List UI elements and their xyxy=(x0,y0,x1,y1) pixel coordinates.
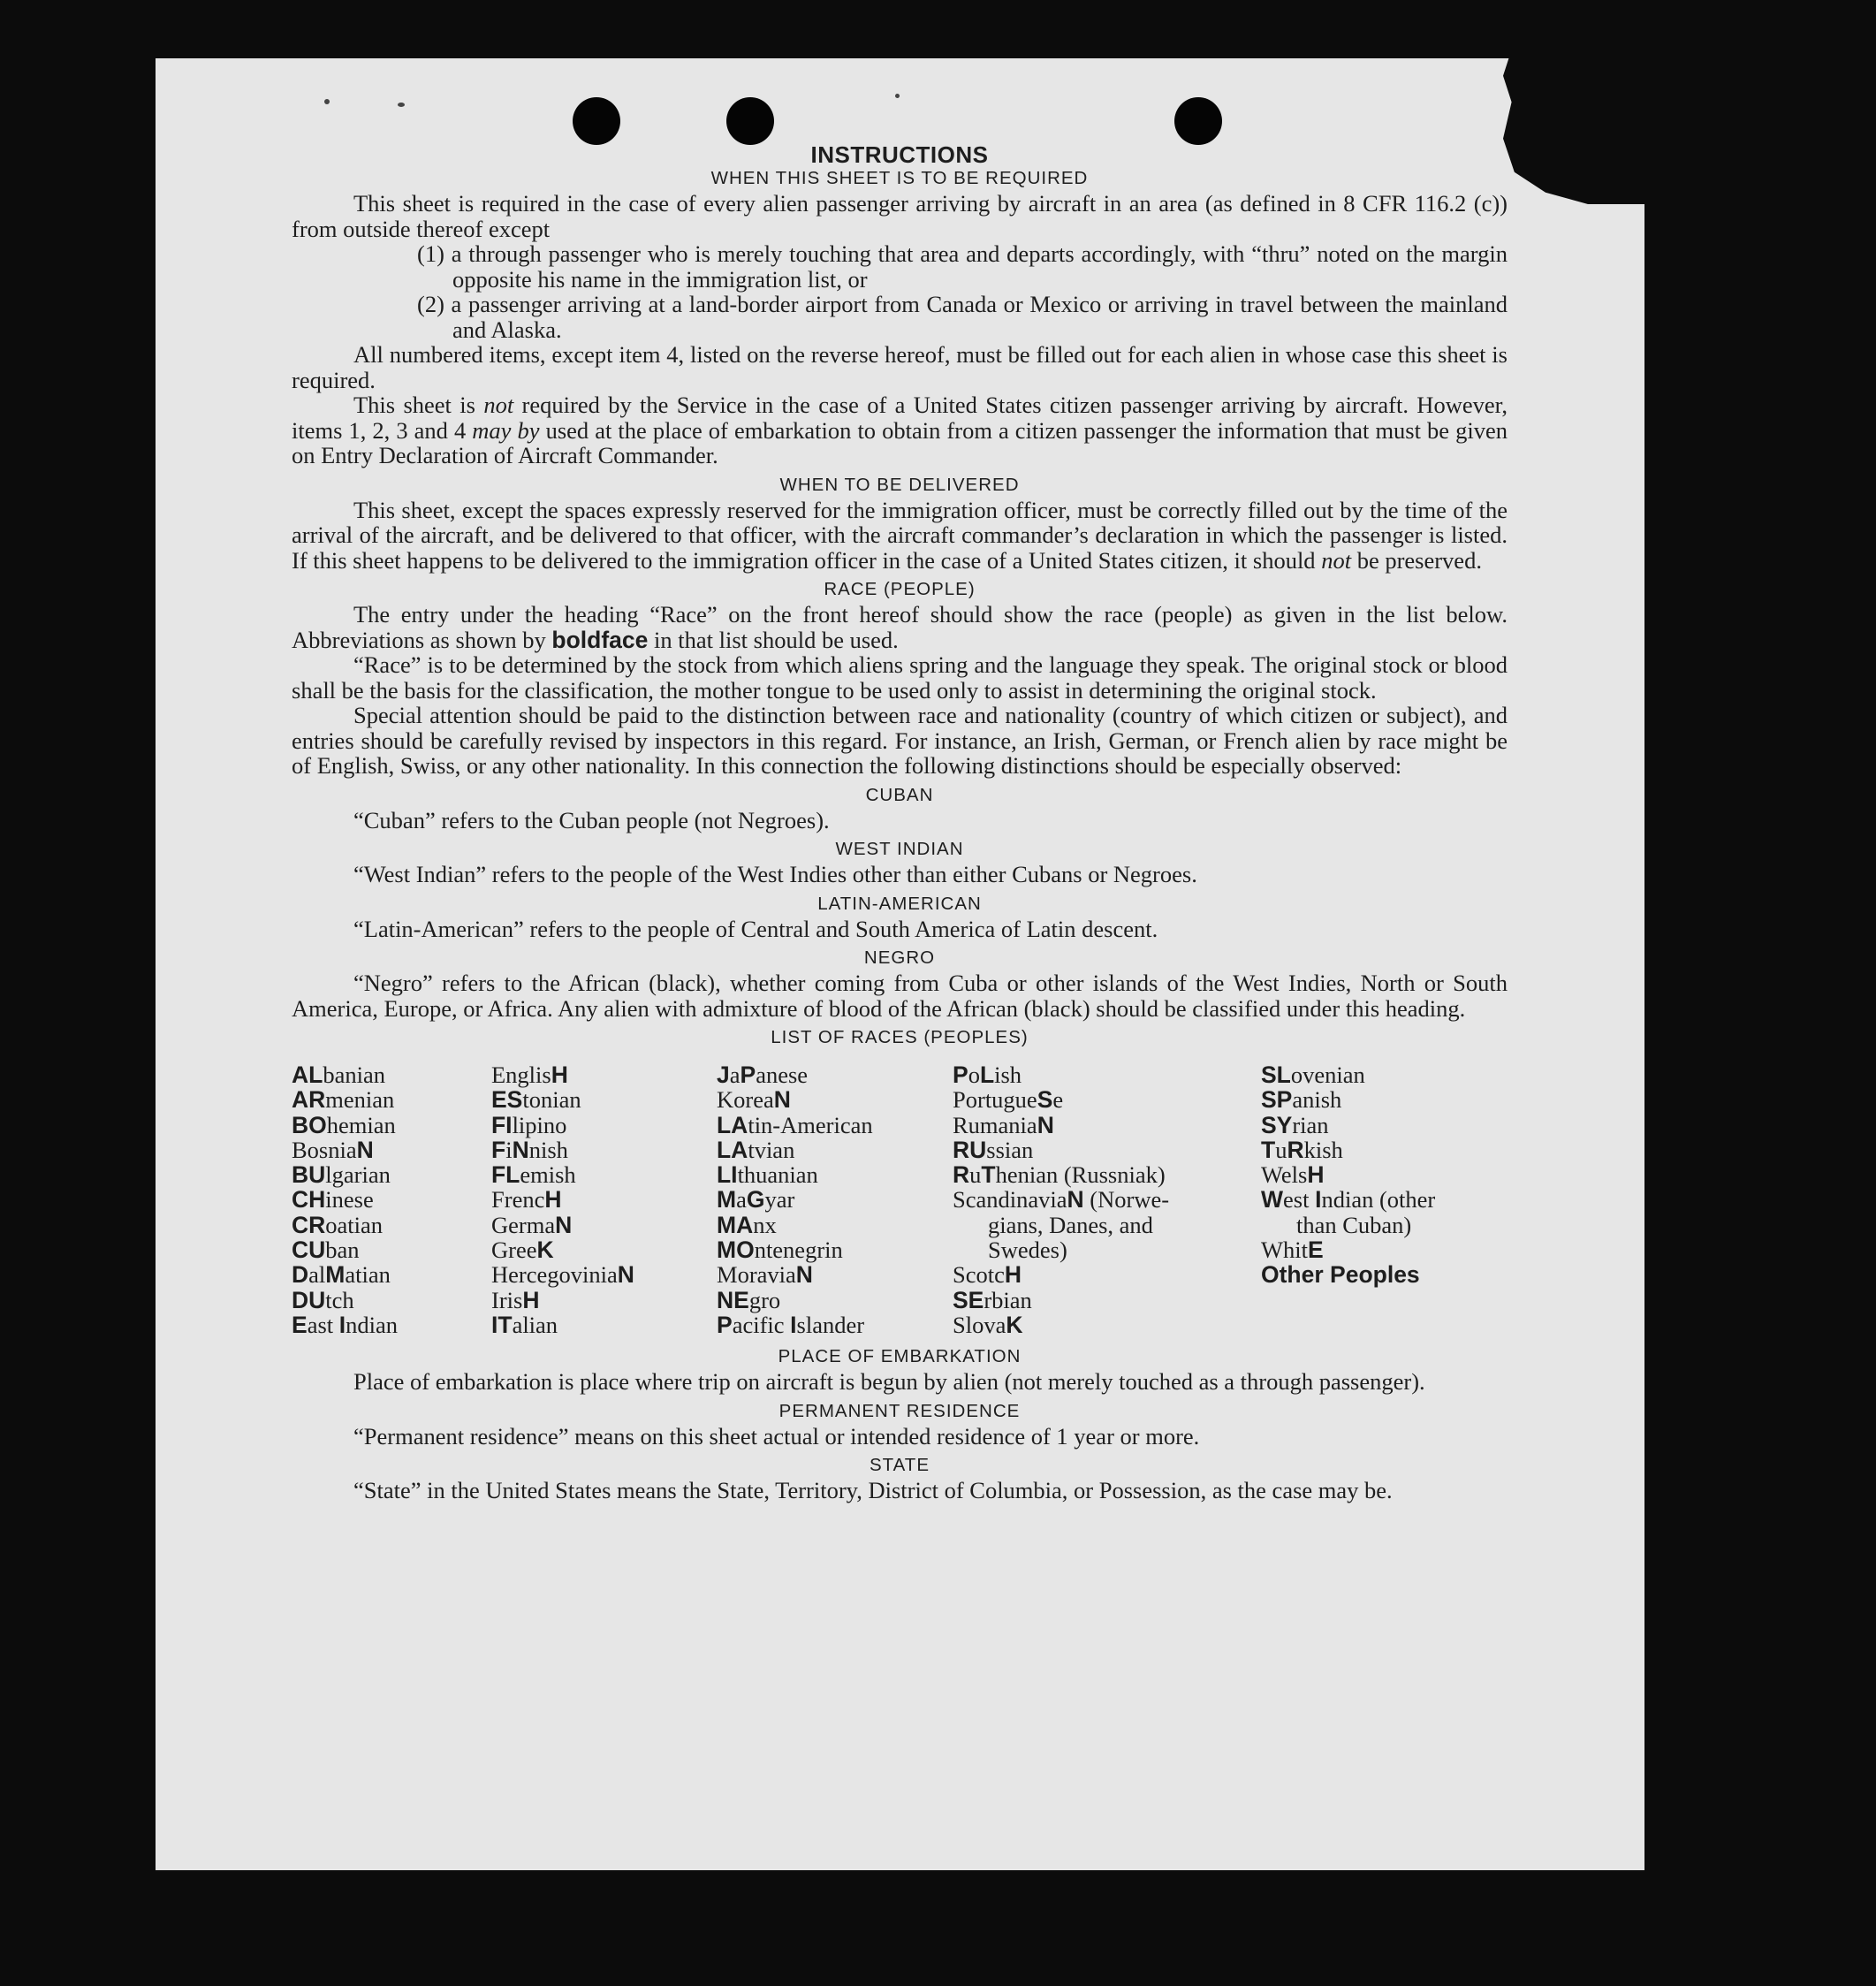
race-entry: CRoatian xyxy=(292,1211,384,1238)
race-entry: LAtvian xyxy=(717,1136,795,1163)
race-entry: Other Peoples xyxy=(1261,1261,1420,1289)
paragraph: The entry under the heading “Race” on the front hereof should show the race (people) as given in the list below. Abbreviations as shown by boldface in that list should be used. xyxy=(292,601,1508,653)
race-entry: PortugueSe xyxy=(953,1086,1064,1114)
race-entry: Swedes) xyxy=(988,1236,1067,1264)
race-entry: FLemish xyxy=(491,1161,576,1189)
race-entry: ARmenian xyxy=(292,1086,395,1114)
instructions-content xyxy=(292,141,1508,1503)
race-entry: EnglisH xyxy=(491,1061,568,1088)
races-column xyxy=(491,1062,717,1337)
paragraph: Place of embarkation is place where trip on aircraft is begun by alien (not merely touched as a through passenger). xyxy=(353,1368,1425,1396)
list-item: (1) a through passenger who is merely touching that area and departs accordingly, with “thru” noted on the margin opposite his name in the immigration list, or xyxy=(417,240,1508,293)
race-entry: GreeK xyxy=(491,1236,554,1264)
race-entry: BosniaN xyxy=(292,1136,374,1163)
heading-race: RACE (PEOPLE) xyxy=(824,579,976,599)
paragraph: “Cuban” refers to the Cuban people (not Negroes). xyxy=(353,806,830,833)
paragraph: Special attention should be paid to the distinction between race and nationality (country of which citizen or subject), and entries should be carefully revised by inspectors in this regard. For instance, an Irish, German, or French alien by race might be of English, Swiss, or any other nationality. In this connection the following distinctions should be especially observed: xyxy=(292,702,1508,779)
ink-speck xyxy=(324,99,330,104)
list-item: (2) a passenger arriving at a land-border airport from Canada or Mexico or arriving in travel between the mainland and Alaska. xyxy=(417,291,1508,343)
race-entry: West Indian (other xyxy=(1261,1186,1436,1214)
paragraph: This sheet, except the spaces expressly reserved for the immigration officer, must be correctly filled out by the time of the arrival of the aircraft, and be delivered to that officer, with the aircraft commander’s declaration in which the passenger is listed. If this sheet happens to be delivered to the immigration officer in the case of a United States citizen, it should not be preserved. xyxy=(292,496,1508,574)
race-entry: Pacific Islander xyxy=(717,1311,865,1338)
race-entry: HercegoviniaN xyxy=(491,1261,634,1289)
paragraph: “Latin-American” refers to the people of Central and South America of Latin descent. xyxy=(353,915,1158,942)
races-column xyxy=(292,1062,491,1337)
race-entry: GermaN xyxy=(491,1211,573,1238)
races-list xyxy=(292,1062,1508,1337)
race-entry: WhitE xyxy=(1261,1236,1324,1264)
races-column xyxy=(953,1062,1261,1337)
race-entry: CHinese xyxy=(292,1186,374,1214)
race-entry: NEgro xyxy=(717,1286,781,1313)
race-entry: FIlipino xyxy=(491,1111,567,1138)
race-entry: gians, Danes, and xyxy=(988,1211,1153,1238)
paragraph: “Race” is to be determined by the stock from which aliens spring and the language they speak. The original stock or blood shall be the basis for the classification, the mother tongue to be used only to assist in determining the original stock. xyxy=(292,651,1508,704)
ink-speck xyxy=(398,103,405,107)
race-entry: KoreaN xyxy=(717,1086,791,1114)
race-entry: SErbian xyxy=(953,1286,1032,1313)
race-entry: SPanish xyxy=(1261,1086,1342,1114)
paragraph: “Negro” refers to the African (black), whether coming from Cuba or other islands of the West Indies, North or South America, Europe, or Africa. Any alien with admixture of blood of the African (black) should be classified under this heading. xyxy=(292,970,1508,1022)
punch-hole xyxy=(1174,97,1222,145)
heading-state: STATE xyxy=(869,1455,930,1476)
ink-speck xyxy=(895,94,900,98)
race-entry: DalMatian xyxy=(292,1261,391,1289)
heading-negro: NEGRO xyxy=(863,947,936,968)
race-entry: JaPanese xyxy=(717,1061,809,1088)
race-entry: SLovenian xyxy=(1261,1061,1365,1088)
paragraph: This sheet is required in the case of every alien passenger arriving by aircraft in an area (as defined in 8 CFR 116.2 (c)) from outside thereof except xyxy=(292,190,1508,242)
race-entry: FrencH xyxy=(491,1186,562,1214)
heading-embarkation: PLACE OF EMBARKATION xyxy=(778,1346,1022,1367)
punch-hole xyxy=(573,97,620,145)
race-entry: TuRkish xyxy=(1261,1136,1343,1163)
race-entry: RuThenian (Russniak) xyxy=(953,1161,1166,1189)
race-entry: BUlgarian xyxy=(292,1161,391,1189)
race-entry: BOhemian xyxy=(292,1111,396,1138)
race-entry: ITalian xyxy=(491,1311,558,1338)
page-title: INSTRUCTIONS xyxy=(810,141,989,168)
paragraph: This sheet is not required by the Service in the case of a United States citizen passenger arriving by aircraft. However, items 1, 2, 3 and 4 may by used at the place of embarkation to obtain from a citizen passenger the information that must be given on Entry Declaration of Aircraft Commander. xyxy=(292,392,1508,468)
punch-hole xyxy=(726,97,774,145)
race-entry: LAtin-American xyxy=(717,1111,873,1138)
race-entry: DUtch xyxy=(292,1286,354,1313)
race-entry: SlovaK xyxy=(953,1311,1023,1338)
race-entry: than Cuban) xyxy=(1296,1211,1412,1238)
heading-when-delivered: WHEN TO BE DELIVERED xyxy=(779,474,1020,495)
race-entry: MoraviaN xyxy=(717,1261,813,1289)
heading-cuban: CUBAN xyxy=(865,784,934,805)
heading-latin-american: LATIN-AMERICAN xyxy=(817,893,982,914)
heading-when-required: WHEN THIS SHEET IS TO BE REQUIRED xyxy=(710,168,1089,188)
race-entry: EStonian xyxy=(491,1086,581,1114)
race-entry: FiNnish xyxy=(491,1136,568,1163)
race-entry: RUssian xyxy=(953,1136,1034,1163)
heading-permanent-residence: PERMANENT RESIDENCE xyxy=(779,1400,1021,1421)
paragraph: “State” in the United States means the State, Territory, District of Columbia, or Possession, as the case may be. xyxy=(353,1477,1393,1504)
race-entry: PoLish xyxy=(953,1061,1022,1088)
race-entry: SYrian xyxy=(1261,1111,1329,1138)
races-column xyxy=(1261,1062,1508,1337)
race-entry: IrisH xyxy=(491,1286,540,1313)
race-entry: ALbanian xyxy=(292,1061,385,1088)
heading-west-indian: WEST INDIAN xyxy=(835,839,964,859)
heading-list-of-races: LIST OF RACES (PEOPLES) xyxy=(771,1027,1029,1047)
race-entry: LIthuanian xyxy=(717,1161,818,1189)
race-entry: WelsH xyxy=(1261,1161,1325,1189)
race-entry: MAnx xyxy=(717,1211,777,1238)
race-entry: RumaniaN xyxy=(953,1111,1054,1138)
paragraph: “West Indian” refers to the people of the West Indies other than either Cubans or Negroes. xyxy=(353,861,1197,887)
document-sheet xyxy=(156,58,1644,1870)
paragraph: “Permanent residence” means on this sheet actual or intended residence of 1 year or more. xyxy=(353,1422,1200,1450)
race-entry: East Indian xyxy=(292,1311,398,1338)
race-entry: CUban xyxy=(292,1236,360,1264)
race-entry: ScotcH xyxy=(953,1261,1022,1289)
races-column xyxy=(717,1062,953,1337)
torn-corner xyxy=(1503,58,1644,204)
race-entry: MOntenegrin xyxy=(717,1236,843,1264)
paragraph: All numbered items, except item 4, listed on the reverse hereof, must be filled out for each alien in whose case this sheet is required. xyxy=(292,341,1508,393)
race-entry: MaGyar xyxy=(717,1186,795,1214)
race-entry: ScandinaviaN (Norwe- xyxy=(953,1186,1170,1214)
